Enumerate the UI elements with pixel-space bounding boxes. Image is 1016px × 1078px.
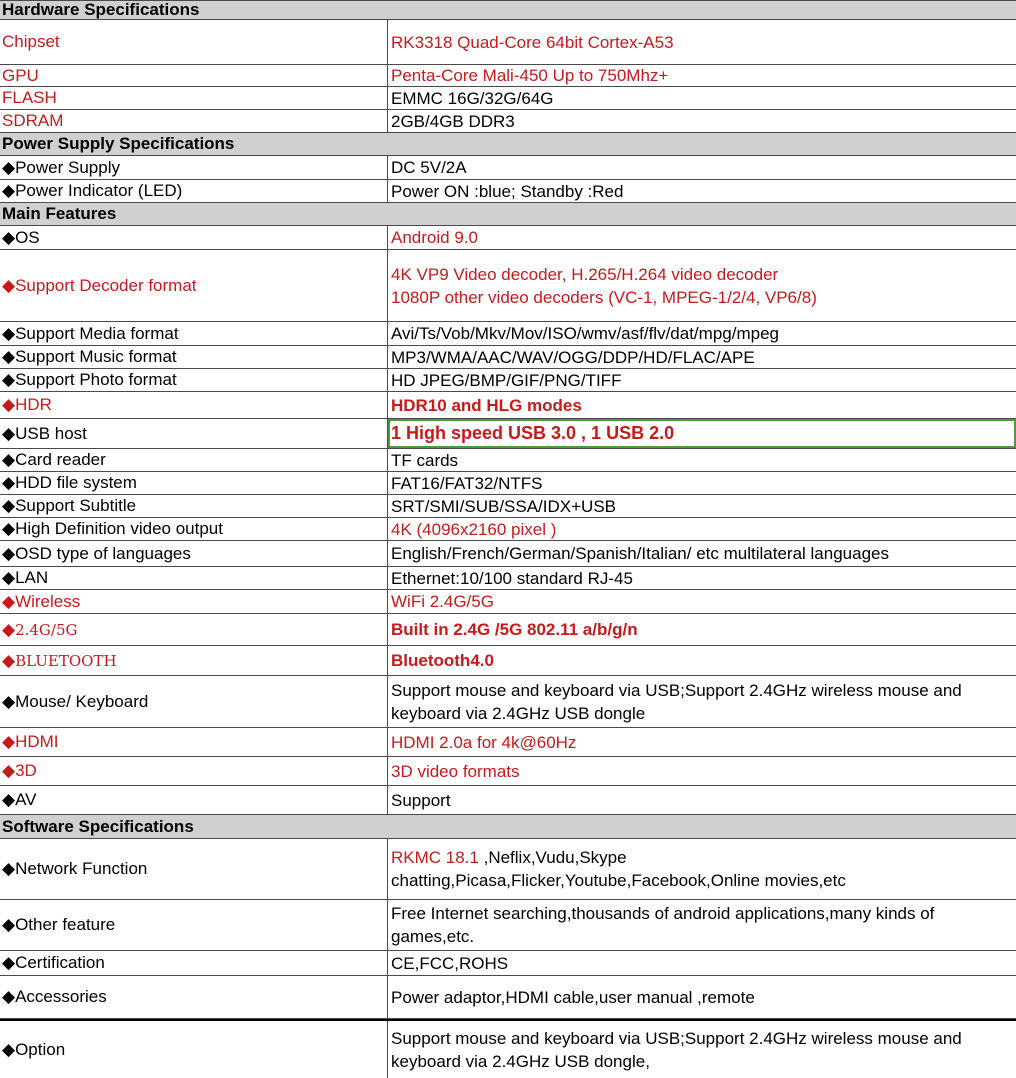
row-usb (0, 419, 1016, 449)
label-cert: ◆ Certification (0, 951, 388, 975)
row-chipset (0, 20, 1016, 65)
row-option (0, 1019, 1016, 1078)
label-hdd: ◆ HDD file system (0, 472, 388, 494)
diamond-bullet-icon: ◆ (2, 347, 16, 366)
section-software: Software Specifications (0, 815, 1016, 839)
label-option: ◆ Option (0, 1021, 388, 1078)
diamond-bullet-icon: ◆ (2, 591, 16, 611)
value-flash: EMMC 16G/32G/64G (391, 88, 554, 108)
value-hdr: HDR10 and HLG modes (391, 395, 582, 415)
diamond-bullet-icon: ◆ (2, 790, 16, 809)
label-bluetooth: ◆ BLUETOOTH (0, 646, 388, 675)
label-hdr: ◆ HDR (0, 392, 388, 418)
diamond-bullet-icon: ◆ (2, 423, 16, 443)
value-mouse: Support mouse and keyboard via USB;Support 2.4GHz wireless mouse and keyboard via 2.4GHz USB dongle (391, 680, 962, 723)
value-band: Built in 2.4G /5G 802.11 a/b/g/n (391, 620, 638, 639)
value-chipset: RK3318 Quad-Core 64bit Cortex-A53 (391, 32, 674, 52)
diamond-bullet-icon: ◆ (2, 987, 16, 1006)
row-flash (0, 87, 1016, 110)
row-card (0, 449, 1016, 472)
diamond-bullet-icon: ◆ (2, 732, 16, 751)
row-network (0, 839, 1016, 900)
row-3d (0, 757, 1016, 786)
section-main: Main Features (0, 203, 1016, 226)
label-photo: ◆ Support Photo format (0, 369, 388, 391)
value-av: Support (391, 790, 451, 810)
value-cert: CE,FCC,ROHS (391, 953, 509, 973)
value-accessories: Power adaptor,HDMI cable,user manual ,remote (391, 987, 755, 1007)
label-card: ◆ Card reader (0, 449, 388, 471)
label-os: ◆ OS (0, 226, 388, 249)
row-hdd (0, 472, 1016, 495)
value-power-supply: DC 5V/2A (391, 158, 467, 177)
row-subtitle (0, 495, 1016, 518)
row-band (0, 614, 1016, 646)
row-av (0, 786, 1016, 815)
label-av: ◆ AV (0, 786, 388, 814)
value-gpu: Penta-Core Mali-450 Up to 750Mhz+ (391, 66, 669, 85)
row-lan (0, 567, 1016, 590)
row-os (0, 226, 1016, 250)
row-wireless (0, 590, 1016, 614)
row-power-supply (0, 156, 1016, 180)
row-media (0, 322, 1016, 346)
diamond-bullet-icon: ◆ (2, 953, 16, 972)
label-3d: ◆ 3D (0, 757, 388, 785)
diamond-bullet-icon: ◆ (2, 761, 16, 780)
label-wireless: ◆ Wireless (0, 590, 388, 613)
row-mouse (0, 676, 1016, 728)
label-network: ◆ Network Function (0, 839, 388, 899)
label-power-indicator: ◆ Power Indicator (LED) (0, 180, 388, 202)
row-music (0, 346, 1016, 369)
value-network: RKMC 18.1 ,Neflix,Vudu,Skype chatting,Picasa,Flicker,Youtube,Facebook,Online movies,etc (391, 848, 846, 890)
row-bluetooth (0, 646, 1016, 676)
diamond-bullet-icon: ◆ (2, 395, 16, 414)
row-hdmi (0, 728, 1016, 757)
diamond-bullet-icon: ◆ (2, 1039, 16, 1059)
label-subtitle: ◆ Support Subtitle (0, 495, 388, 517)
row-accessories (0, 976, 1016, 1019)
row-power-indicator (0, 180, 1016, 203)
label-power-supply: ◆ Power Supply (0, 156, 388, 179)
value-os: Android 9.0 (391, 228, 478, 247)
value-hdd: FAT16/FAT32/NTFS (391, 473, 543, 493)
diamond-bullet-icon: ◆ (2, 157, 16, 177)
row-hdr (0, 392, 1016, 419)
diamond-bullet-icon: ◆ (2, 619, 16, 639)
value-subtitle: SRT/SMI/SUB/SSA/IDX+USB (391, 496, 617, 516)
label-gpu: GPU (0, 65, 388, 86)
row-osd (0, 541, 1016, 567)
value-other: Free Internet searching,thousands of android applications,many kinds of games,etc. (391, 904, 935, 946)
value-sdram: 2GB/4GB DDR3 (391, 111, 515, 131)
diamond-bullet-icon: ◆ (2, 691, 16, 711)
value-lan: Ethernet:10/100 standard RJ-45 (391, 568, 633, 588)
value-decoder: 4K VP9 Video decoder, H.265/H.264 video decoder 1080P other video decoders (VC-1, MPEG-1/2/4, VP6/8) (391, 264, 817, 307)
diamond-bullet-icon: ◆ (2, 370, 16, 389)
value-power-indicator: Power ON :blue; Standby :Red (391, 181, 624, 201)
row-photo (0, 369, 1016, 392)
diamond-bullet-icon: ◆ (2, 450, 16, 469)
value-3d: 3D video formats (391, 761, 520, 781)
row-cert (0, 951, 1016, 976)
label-mouse: ◆ Mouse/ Keyboard (0, 676, 388, 727)
diamond-bullet-icon: ◆ (2, 496, 16, 515)
label-accessories: ◆ Accessories (0, 976, 388, 1018)
label-media: ◆ Support Media format (0, 322, 388, 345)
label-band: ◆ 2.4G/5G (0, 614, 388, 645)
row-sdram (0, 110, 1016, 133)
value-photo: HD JPEG/BMP/GIF/PNG/TIFF (391, 370, 622, 390)
diamond-bullet-icon: ◆ (2, 519, 16, 538)
label-hd-video: ◆ High Definition video output (0, 518, 388, 540)
row-other (0, 900, 1016, 951)
label-usb: ◆ USB host (0, 419, 388, 448)
value-hdmi: HDMI 2.0a for 4k@60Hz (391, 732, 577, 752)
section-hardware: Hardware Specifications (0, 0, 1016, 20)
value-hd-video: 4K (4096x2160 pixel ) (391, 519, 557, 539)
label-music: ◆ Support Music format (0, 346, 388, 368)
label-lan: ◆ LAN (0, 567, 388, 589)
value-bluetooth: Bluetooth4.0 (391, 651, 494, 670)
section-power: Power Supply Specifications (0, 133, 1016, 156)
value-osd: English/French/German/Spanish/Italian/ etc multilateral languages (391, 544, 889, 563)
value-music: MP3/WMA/AAC/WAV/OGG/DDP/HD/FLAC/APE (391, 347, 755, 367)
row-gpu (0, 65, 1016, 87)
label-flash: FLASH (0, 87, 388, 109)
value-usb: 1 High speed USB 3.0 , 1 USB 2.0 (388, 419, 1016, 448)
label-hdmi: ◆ HDMI (0, 728, 388, 756)
diamond-bullet-icon: ◆ (2, 543, 16, 563)
diamond-bullet-icon: ◆ (2, 473, 16, 492)
label-decoder: ◆ Support Decoder format (0, 250, 388, 321)
diamond-bullet-icon: ◆ (2, 568, 16, 587)
label-other: ◆ Other feature (0, 900, 388, 950)
diamond-bullet-icon: ◆ (2, 859, 16, 878)
value-card: TF cards (391, 450, 459, 470)
diamond-bullet-icon: ◆ (2, 227, 16, 247)
label-osd: ◆ OSD type of languages (0, 541, 388, 566)
diamond-bullet-icon: ◆ (2, 323, 16, 343)
label-chipset: Chipset (0, 20, 388, 64)
diamond-bullet-icon: ◆ (2, 181, 16, 200)
label-sdram: SDRAM (0, 110, 388, 132)
value-media: Avi/Ts/Vob/Mkv/Mov/ISO/wmv/asf/flv/dat/mpg/mpeg (391, 324, 779, 343)
row-hd-video (0, 518, 1016, 541)
diamond-bullet-icon: ◆ (2, 650, 16, 670)
diamond-bullet-icon: ◆ (2, 275, 16, 295)
value-option: Support mouse and keyboard via USB;Support 2.4GHz wireless mouse and keyboard via 2.4GHz USB dongle, (391, 1028, 962, 1071)
row-decoder (0, 250, 1016, 322)
diamond-bullet-icon: ◆ (2, 915, 16, 934)
value-wireless: WiFi 2.4G/5G (391, 592, 494, 611)
